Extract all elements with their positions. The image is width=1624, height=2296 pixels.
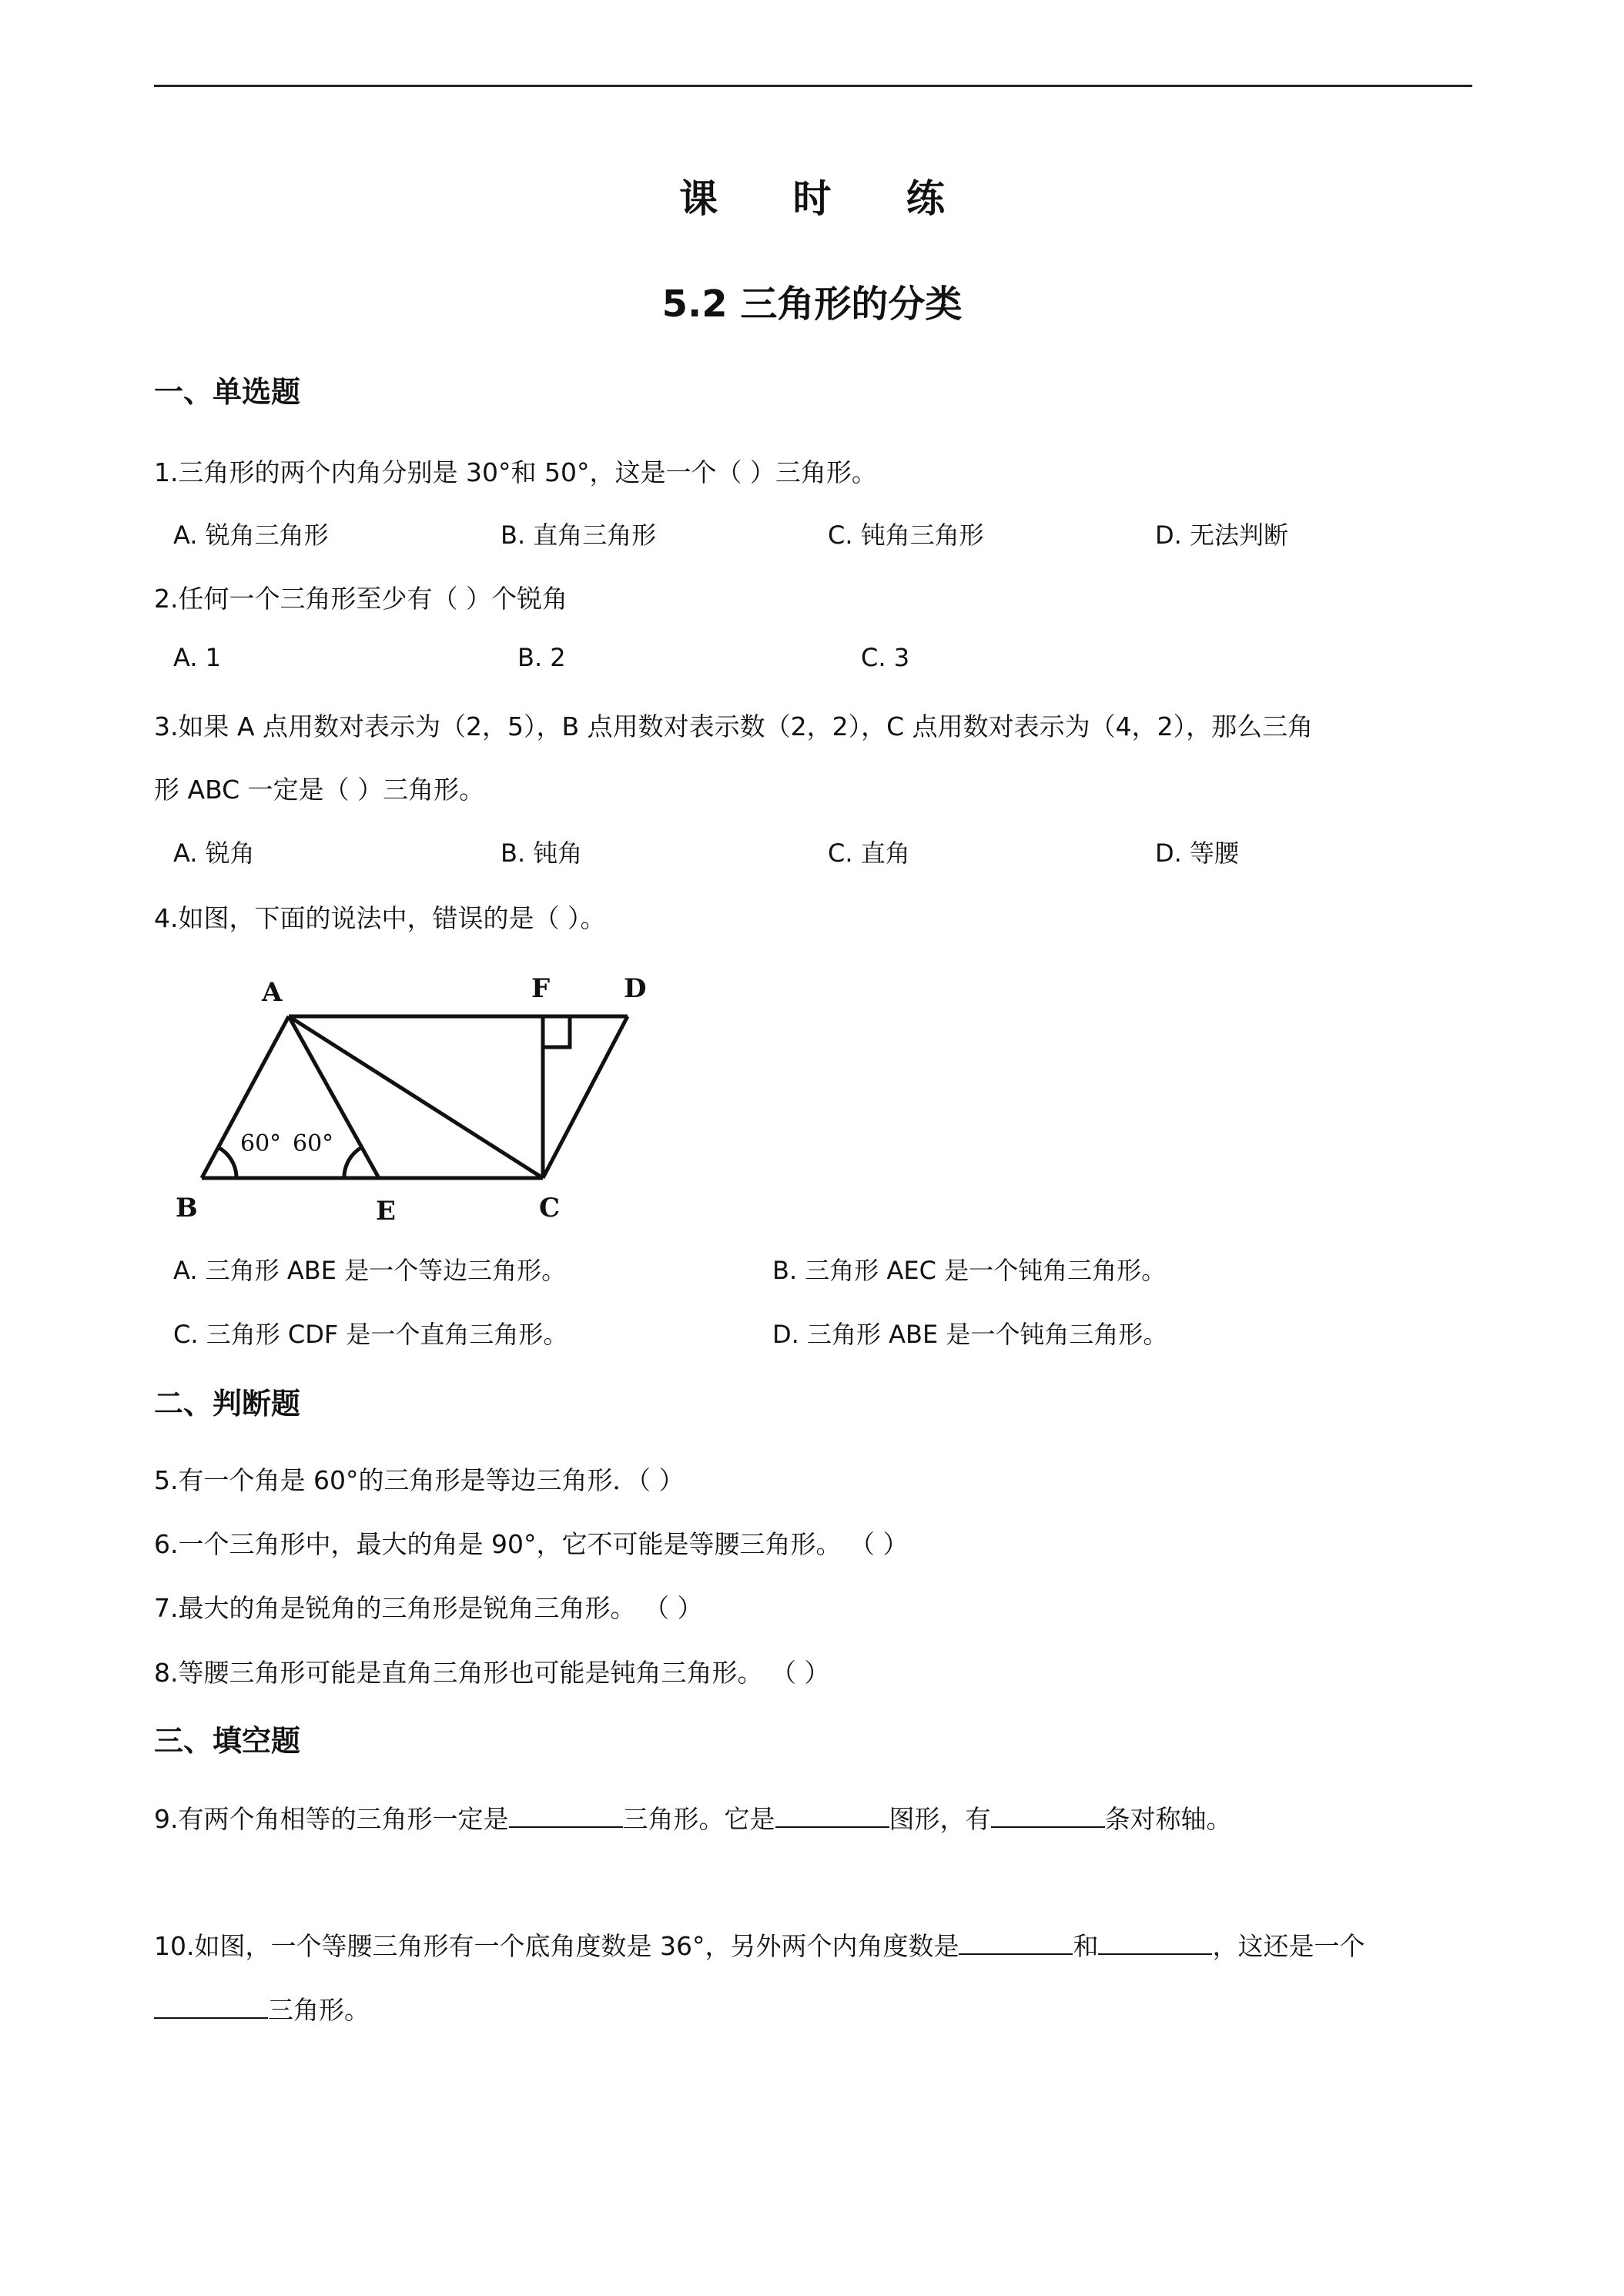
q10-text-2: 和 <box>1073 1931 1099 1961</box>
q1-option-a[interactable]: A. 锐角三角形 <box>173 520 329 550</box>
label-b: B <box>176 1193 198 1223</box>
angle-label-e: 60° <box>293 1130 334 1157</box>
q9-text-4: 条对称轴。 <box>1104 1804 1232 1834</box>
question-7: 7.最大的角是锐角的三角形是锐角三角形。 （ ） <box>154 1593 703 1623</box>
q1-option-c[interactable]: C. 钝角三角形 <box>828 520 984 550</box>
q9-text-2: 三角形。它是 <box>622 1804 775 1834</box>
right-angle-marker <box>543 1016 570 1047</box>
page-title: 课 时 练 <box>679 176 976 221</box>
q10-text-3: ，这还是一个 <box>1212 1931 1365 1961</box>
section-heading-single-choice: 一、单选题 <box>154 375 301 409</box>
q4-option-d[interactable]: D. 三角形 ABE 是一个钝角三角形。 <box>772 1320 1168 1349</box>
segment-cd <box>543 1016 628 1178</box>
q3-option-d[interactable]: D. 等腰 <box>1155 838 1239 868</box>
label-d: D <box>624 973 647 1004</box>
question-2: 2.任何一个三角形至少有（ ）个锐角 <box>154 584 568 614</box>
question-1: 1.三角形的两个内角分别是 30°和 50°，这是一个（ ）三角形。 <box>154 457 877 487</box>
q2-option-b[interactable]: B. 2 <box>517 643 566 672</box>
question-3-line-2: 形 ABC 一定是（ ）三角形。 <box>154 775 485 805</box>
label-a: A <box>262 977 283 1008</box>
question-10 <box>154 1926 1364 1963</box>
q10-text-4: 三角形。 <box>268 1995 370 2025</box>
question-10-line-2 <box>154 1990 370 2027</box>
q10-blank-2[interactable] <box>1098 1930 1212 1955</box>
section-heading-fill-in: 三、填空题 <box>154 1724 301 1758</box>
q9-text-1: 9.有两个角相等的三角形一定是 <box>154 1804 509 1834</box>
question-6: 6.一个三角形中，最大的角是 90°，它不可能是等腰三角形。 （ ） <box>154 1529 909 1559</box>
q9-blank-2[interactable] <box>775 1803 889 1828</box>
label-c: C <box>539 1193 561 1223</box>
header-rule <box>154 85 1472 87</box>
q4-option-b[interactable]: B. 三角形 AEC 是一个钝角三角形。 <box>772 1256 1167 1285</box>
q4-option-c[interactable]: C. 三角形 CDF 是一个直角三角形。 <box>173 1320 568 1349</box>
q3-option-a[interactable]: A. 锐角 <box>173 838 255 868</box>
q1-option-b[interactable]: B. 直角三角形 <box>501 520 657 550</box>
q2-option-a[interactable]: A. 1 <box>173 643 222 672</box>
q9-text-3: 图形，有 <box>889 1804 991 1834</box>
question-4: 4.如图，下面的说法中，错误的是（ ）。 <box>154 903 606 933</box>
q4-option-a[interactable]: A. 三角形 ABE 是一个等边三角形。 <box>173 1256 567 1285</box>
q3-option-b[interactable]: B. 钝角 <box>501 838 583 868</box>
q9-blank-1[interactable] <box>509 1803 623 1828</box>
label-f: F <box>531 973 551 1004</box>
q3-option-c[interactable]: C. 直角 <box>828 838 910 868</box>
q10-blank-3[interactable] <box>154 1994 268 2019</box>
page-subtitle: 5.2 三角形的分类 <box>661 283 963 326</box>
question-3-line-1: 3.如果 A 点用数对表示为（2，5），B 点用数对表示数（2，2），C 点用数对表示为（4，2），那么三角 <box>154 711 1314 741</box>
question-8: 8.等腰三角形可能是直角三角形也可能是钝角三角形。 （ ） <box>154 1658 830 1688</box>
q4-geometry-figure <box>154 962 678 1240</box>
label-e: E <box>376 1196 396 1227</box>
q10-text-1: 10.如图，一个等腰三角形有一个底角度数是 36°，另外两个内角度数是 <box>154 1931 959 1961</box>
angle-arc-b <box>218 1147 236 1178</box>
q10-blank-1[interactable] <box>959 1930 1073 1955</box>
question-9 <box>154 1799 1232 1836</box>
section-heading-true-false: 二、判断题 <box>154 1387 301 1421</box>
angle-arc-e <box>344 1147 362 1178</box>
question-5: 5.有一个角是 60°的三角形是等边三角形．（ ） <box>154 1465 685 1495</box>
q1-option-d[interactable]: D. 无法判断 <box>1155 520 1288 550</box>
q9-blank-3[interactable] <box>991 1803 1105 1828</box>
angle-label-b: 60° <box>240 1130 282 1157</box>
q2-option-c[interactable]: C. 3 <box>861 643 910 672</box>
